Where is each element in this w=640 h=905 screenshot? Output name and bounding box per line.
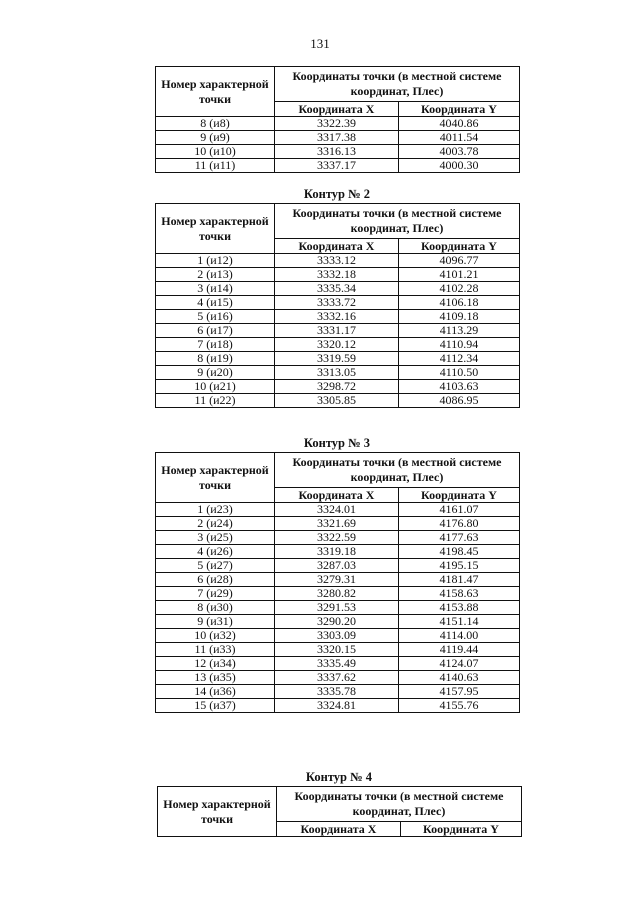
coord-x-cell: 3320.12 bbox=[275, 338, 399, 352]
header-coordinates: Координаты точки (в местной системе координат, Плес) bbox=[275, 453, 520, 488]
point-number-cell: 7 (и18) bbox=[156, 338, 275, 352]
contour-title: Контур № 2 bbox=[303, 187, 371, 201]
coord-y-cell: 4181.47 bbox=[399, 573, 520, 587]
point-number-cell: 2 (и13) bbox=[156, 268, 275, 282]
point-number-cell: 8 (и19) bbox=[156, 352, 275, 366]
point-number-cell: 12 (и34) bbox=[156, 657, 275, 671]
table-row bbox=[156, 380, 520, 394]
point-number-cell: 3 (и25) bbox=[156, 531, 275, 545]
point-number-cell: 5 (и27) bbox=[156, 559, 275, 573]
coord-y-cell: 4109.18 bbox=[399, 310, 520, 324]
coord-y-cell: 4086.95 bbox=[399, 394, 520, 408]
coord-y-cell: 4151.14 bbox=[399, 615, 520, 629]
coordinates-table bbox=[155, 203, 520, 408]
coord-x-cell: 3320.15 bbox=[275, 643, 399, 657]
header-coord-y: Координата Y bbox=[399, 102, 520, 117]
coord-x-cell: 3298.72 bbox=[275, 380, 399, 394]
point-number-cell: 3 (и14) bbox=[156, 282, 275, 296]
point-number-cell: 4 (и15) bbox=[156, 296, 275, 310]
coord-x-cell: 3331.17 bbox=[275, 324, 399, 338]
table-row bbox=[156, 324, 520, 338]
table-row bbox=[156, 117, 520, 131]
point-number-cell: 1 (и23) bbox=[156, 503, 275, 517]
coord-x-cell: 3321.69 bbox=[275, 517, 399, 531]
coordinates-table bbox=[157, 786, 522, 837]
header-coordinates: Координаты точки (в местной системе координат, Плес) bbox=[277, 787, 522, 822]
table-row bbox=[156, 352, 520, 366]
coord-y-cell: 4114.00 bbox=[399, 629, 520, 643]
page-number: 131 bbox=[310, 36, 330, 51]
coord-y-cell: 4110.50 bbox=[399, 366, 520, 380]
header-coord-y: Координата Y bbox=[399, 488, 520, 503]
coord-x-cell: 3324.81 bbox=[275, 699, 399, 713]
header-coordinates: Координаты точки (в местной системе координат, Плес) bbox=[275, 67, 520, 102]
coord-x-cell: 3287.03 bbox=[275, 559, 399, 573]
header-coord-x: Координата X bbox=[275, 239, 399, 254]
point-number-cell: 9 (и20) bbox=[156, 366, 275, 380]
point-number-cell: 14 (и36) bbox=[156, 685, 275, 699]
header-coord-x: Координата X bbox=[277, 822, 401, 837]
table-row bbox=[156, 671, 520, 685]
table-row bbox=[156, 657, 520, 671]
coord-x-cell: 3337.62 bbox=[275, 671, 399, 685]
point-number-cell: 10 (и10) bbox=[156, 145, 275, 159]
coord-y-cell: 4119.44 bbox=[399, 643, 520, 657]
table-row bbox=[156, 573, 520, 587]
point-number-cell: 8 (и30) bbox=[156, 601, 275, 615]
point-number-cell: 6 (и28) bbox=[156, 573, 275, 587]
table-row bbox=[156, 268, 520, 282]
header-row bbox=[156, 67, 520, 102]
coord-x-cell: 3335.78 bbox=[275, 685, 399, 699]
table-block-contour-3 bbox=[155, 435, 519, 713]
point-number-cell: 7 (и29) bbox=[156, 587, 275, 601]
point-number-cell: 13 (и35) bbox=[156, 671, 275, 685]
coord-y-cell: 4153.88 bbox=[399, 601, 520, 615]
coord-x-cell: 3316.13 bbox=[275, 145, 399, 159]
header-coord-y: Координата Y bbox=[399, 239, 520, 254]
table-block-contour-4 bbox=[157, 769, 521, 837]
header-row bbox=[156, 453, 520, 488]
coord-x-cell: 3337.17 bbox=[275, 159, 399, 173]
coord-x-cell: 3290.20 bbox=[275, 615, 399, 629]
table-row bbox=[156, 131, 520, 145]
coord-x-cell: 3303.09 bbox=[275, 629, 399, 643]
coord-y-cell: 4096.77 bbox=[399, 254, 520, 268]
point-number-cell: 9 (и9) bbox=[156, 131, 275, 145]
table-block-contour-2 bbox=[155, 186, 519, 408]
coord-x-cell: 3319.59 bbox=[275, 352, 399, 366]
coord-x-cell: 3280.82 bbox=[275, 587, 399, 601]
coord-y-cell: 4011.54 bbox=[399, 131, 520, 145]
table-row bbox=[156, 394, 520, 408]
point-number-cell: 10 (и21) bbox=[156, 380, 275, 394]
coord-x-cell: 3322.59 bbox=[275, 531, 399, 545]
coord-x-cell: 3291.53 bbox=[275, 601, 399, 615]
contour-title: Контур № 4 bbox=[305, 770, 373, 784]
header-coord-y: Координата Y bbox=[401, 822, 522, 837]
coord-x-cell: 3305.85 bbox=[275, 394, 399, 408]
coord-y-cell: 4040.86 bbox=[399, 117, 520, 131]
coord-x-cell: 3335.49 bbox=[275, 657, 399, 671]
header-coord-x: Координата X bbox=[275, 488, 399, 503]
header-point-number: Номер характерной точки bbox=[156, 204, 275, 254]
point-number-cell: 1 (и12) bbox=[156, 254, 275, 268]
coord-x-cell: 3313.05 bbox=[275, 366, 399, 380]
coord-y-cell: 4103.63 bbox=[399, 380, 520, 394]
table-row bbox=[156, 629, 520, 643]
table-row bbox=[156, 296, 520, 310]
point-number-cell: 9 (и31) bbox=[156, 615, 275, 629]
table-row bbox=[156, 615, 520, 629]
table-row bbox=[156, 159, 520, 173]
table-row bbox=[156, 145, 520, 159]
point-number-cell: 11 (и22) bbox=[156, 394, 275, 408]
coord-y-cell: 4110.94 bbox=[399, 338, 520, 352]
table-row bbox=[156, 517, 520, 531]
coordinates-table bbox=[155, 66, 520, 173]
coord-y-cell: 4195.15 bbox=[399, 559, 520, 573]
header-point-number: Номер характерной точки bbox=[158, 787, 277, 837]
table-row bbox=[156, 282, 520, 296]
coord-x-cell: 3333.72 bbox=[275, 296, 399, 310]
coord-y-cell: 4000.30 bbox=[399, 159, 520, 173]
table-row bbox=[156, 559, 520, 573]
coord-x-cell: 3324.01 bbox=[275, 503, 399, 517]
coord-y-cell: 4124.07 bbox=[399, 657, 520, 671]
coord-y-cell: 4112.34 bbox=[399, 352, 520, 366]
table-block-1 bbox=[155, 66, 519, 173]
coord-y-cell: 4158.63 bbox=[399, 587, 520, 601]
coord-y-cell: 4161.07 bbox=[399, 503, 520, 517]
coord-x-cell: 3332.18 bbox=[275, 268, 399, 282]
table-row bbox=[156, 685, 520, 699]
table-row bbox=[156, 254, 520, 268]
table-row bbox=[156, 503, 520, 517]
table-row bbox=[156, 643, 520, 657]
coord-y-cell: 4157.95 bbox=[399, 685, 520, 699]
header-point-number: Номер характерной точки bbox=[156, 67, 275, 117]
table-row bbox=[156, 545, 520, 559]
table-row bbox=[156, 310, 520, 324]
coord-y-cell: 4102.28 bbox=[399, 282, 520, 296]
table-row bbox=[156, 338, 520, 352]
header-coord-x: Координата X bbox=[275, 102, 399, 117]
coord-x-cell: 3335.34 bbox=[275, 282, 399, 296]
point-number-cell: 11 (и33) bbox=[156, 643, 275, 657]
header-coordinates: Координаты точки (в местной системе координат, Плес) bbox=[275, 204, 520, 239]
table-row bbox=[156, 587, 520, 601]
point-number-cell: 11 (и11) bbox=[156, 159, 275, 173]
coord-x-cell: 3317.38 bbox=[275, 131, 399, 145]
coord-x-cell: 3322.39 bbox=[275, 117, 399, 131]
table-row bbox=[156, 699, 520, 713]
point-number-cell: 4 (и26) bbox=[156, 545, 275, 559]
coord-y-cell: 4177.63 bbox=[399, 531, 520, 545]
coord-x-cell: 3279.31 bbox=[275, 573, 399, 587]
coord-y-cell: 4198.45 bbox=[399, 545, 520, 559]
coord-y-cell: 4140.63 bbox=[399, 671, 520, 685]
point-number-cell: 6 (и17) bbox=[156, 324, 275, 338]
coord-x-cell: 3333.12 bbox=[275, 254, 399, 268]
coord-y-cell: 4106.18 bbox=[399, 296, 520, 310]
table-row bbox=[156, 366, 520, 380]
contour-title: Контур № 3 bbox=[303, 436, 371, 450]
coordinates-table bbox=[155, 452, 520, 713]
table-row bbox=[156, 601, 520, 615]
point-number-cell: 5 (и16) bbox=[156, 310, 275, 324]
header-row bbox=[158, 787, 522, 822]
coord-y-cell: 4003.78 bbox=[399, 145, 520, 159]
coord-x-cell: 3319.18 bbox=[275, 545, 399, 559]
header-row bbox=[156, 204, 520, 239]
coord-y-cell: 4101.21 bbox=[399, 268, 520, 282]
point-number-cell: 8 (и8) bbox=[156, 117, 275, 131]
coord-x-cell: 3332.16 bbox=[275, 310, 399, 324]
point-number-cell: 2 (и24) bbox=[156, 517, 275, 531]
header-point-number: Номер характерной точки bbox=[156, 453, 275, 503]
coord-y-cell: 4113.29 bbox=[399, 324, 520, 338]
point-number-cell: 15 (и37) bbox=[156, 699, 275, 713]
coord-y-cell: 4155.76 bbox=[399, 699, 520, 713]
table-row bbox=[156, 531, 520, 545]
point-number-cell: 10 (и32) bbox=[156, 629, 275, 643]
coord-y-cell: 4176.80 bbox=[399, 517, 520, 531]
